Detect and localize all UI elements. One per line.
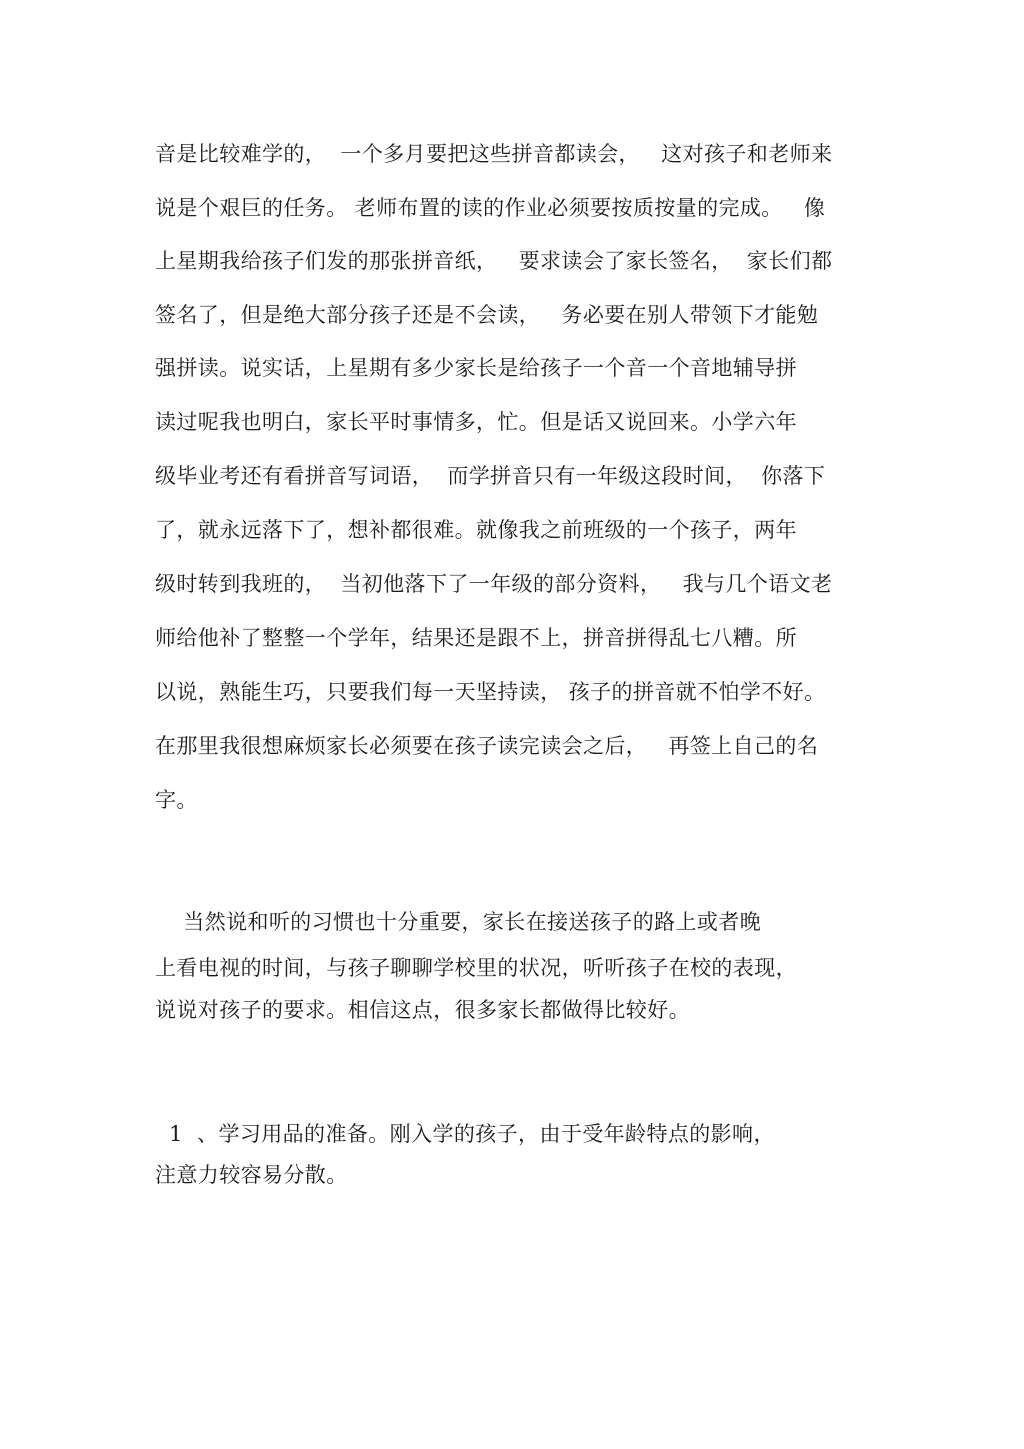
paragraph-1-line-11: 以说，熟能生巧，只要我们每一天坚持读， 孩子的拼音就不怕学不好。	[155, 680, 826, 704]
paragraph-1-line-5: 强拼读。说实话，上星期有多少家长是给孩子一个音一个音地辅导拼	[155, 356, 797, 380]
paragraph-2-line-3: 说说对孩子的要求。相信这点，很多家长都做得比较好。	[155, 998, 690, 1022]
paragraph-1-line-13: 字。	[155, 788, 198, 812]
paragraph-1-line-4: 签名了，但是绝大部分孩子还是不会读， 务必要在别人带领下才能勉	[155, 303, 819, 327]
paragraph-1-line-6: 读过呢我也明白，家长平时事情多，忙。但是话又说回来。小学六年	[155, 410, 797, 434]
paragraph-1-line-8: 了，就永远落下了，想补都很难。就像我之前班级的一个孩子，两年	[155, 518, 797, 542]
paragraph-1-line-1: 音是比较难学的， 一个多月要把这些拼音都读会， 这对孩子和老师来	[155, 142, 833, 166]
paragraph-1-line-12: 在那里我很想麻烦家长必须要在孩子读完读会之后， 再签上自己的名	[155, 734, 819, 758]
paragraph-1-line-2: 说是个艰巨的任务。 老师布置的读的作业必须要按质按量的完成。 像	[155, 196, 826, 220]
paragraph-1-line-9: 级时转到我班的， 当初他落下了一年级的部分资料， 我与几个语文老	[155, 572, 833, 596]
paragraph-1-line-10: 师给他补了整整一个学年，结果还是跟不上，拼音拼得乱七八糟。所	[155, 626, 797, 650]
paragraph-2-line-2: 上看电视的时间，与孩子聊聊学校里的状况，听听孩子在校的表现，	[155, 956, 797, 980]
paragraph-2-line-1: 当然说和听的习惯也十分重要，家长在接送孩子的路上或者晚	[155, 910, 762, 934]
paragraph-3-line-2: 注意力较容易分散。	[155, 1163, 348, 1187]
paragraph-1-line-7: 级毕业考还有看拼音写词语， 而学拼音只有一年级这段时间， 你落下	[155, 464, 826, 488]
paragraph-3-line-1: 1 、学习用品的准备。刚入学的孩子，由于受年龄特点的影响，	[155, 1122, 775, 1146]
paragraph-1-line-3: 上星期我给孩子们发的那张拼音纸， 要求读会了家长签名， 家长们都	[155, 249, 833, 273]
